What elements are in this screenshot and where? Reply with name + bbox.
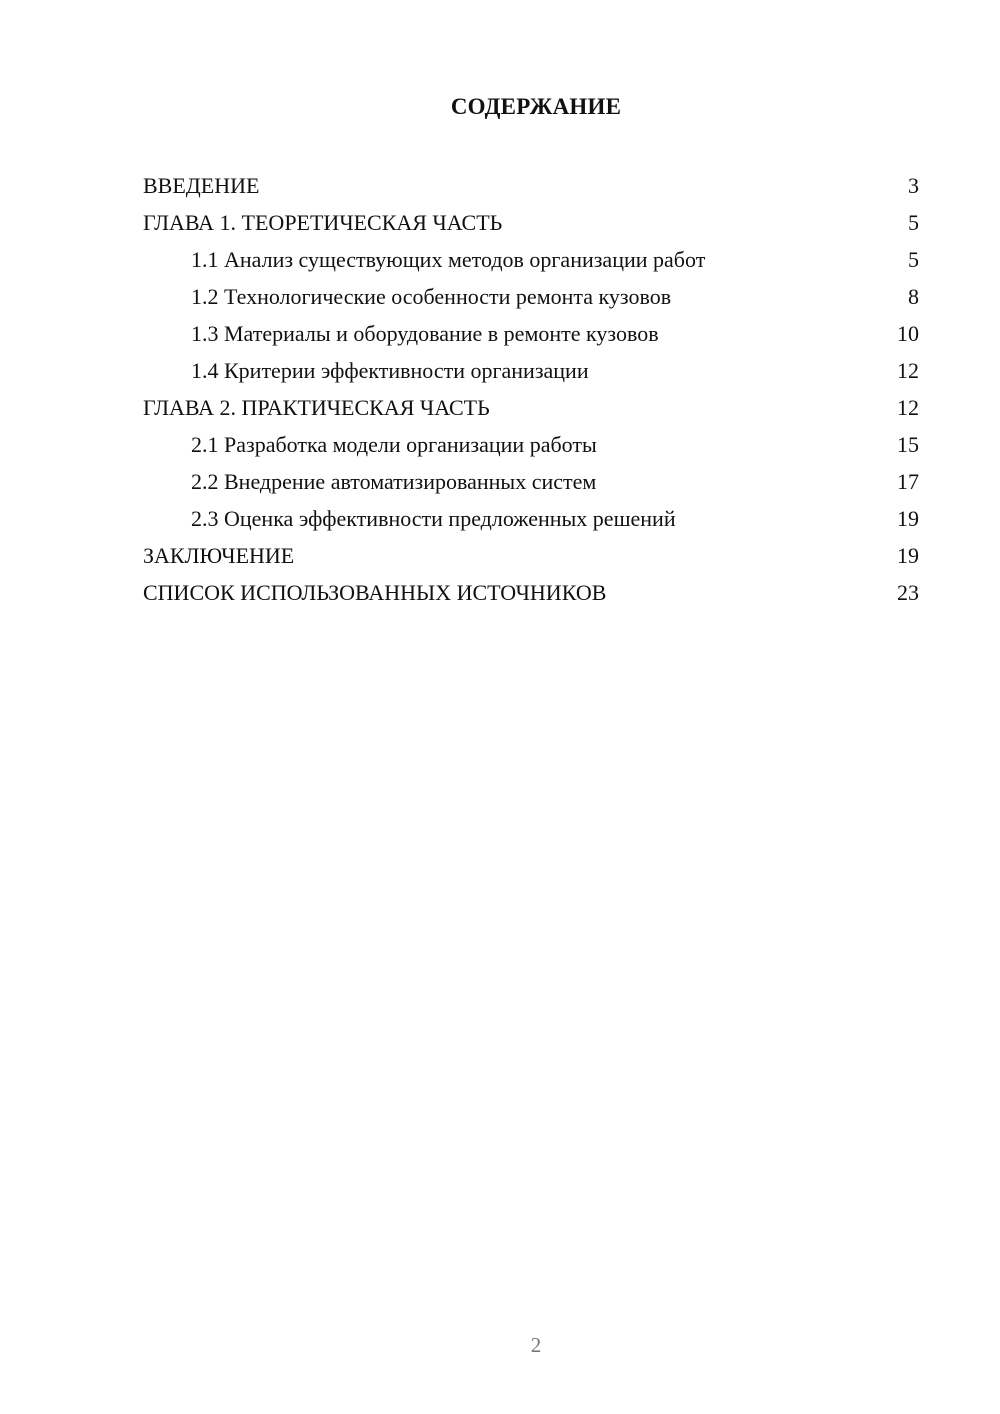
toc-entry-label: 2.1 Разработка модели организации работы — [191, 432, 597, 457]
toc-subentry — [143, 315, 919, 352]
toc-entry-page: 3 — [908, 173, 919, 198]
toc-subentry — [143, 352, 919, 389]
toc-entry-page: 23 — [897, 580, 919, 605]
toc-entry-label: ЗАКЛЮЧЕНИЕ — [143, 543, 295, 568]
toc-entry-label: ГЛАВА 2. ПРАКТИЧЕСКАЯ ЧАСТЬ — [143, 395, 490, 420]
toc-entry-page: 10 — [897, 321, 919, 346]
toc-entry — [143, 389, 919, 426]
toc-subentry — [143, 463, 919, 500]
toc-entry-page: 19 — [897, 543, 919, 568]
toc-subentry — [143, 241, 919, 278]
toc-subentry — [143, 426, 919, 463]
toc-entry-page: 17 — [897, 469, 919, 494]
toc-entry-page: 5 — [908, 247, 919, 272]
toc-entry — [143, 204, 919, 241]
toc-entry — [143, 167, 919, 204]
toc-entry-page: 8 — [908, 284, 919, 309]
toc-entry-page: 19 — [897, 506, 919, 531]
toc-entry-page: 12 — [897, 395, 919, 420]
toc-entry-label: 1.1 Анализ существующих методов организации работ — [191, 247, 706, 272]
toc-entry-page: 5 — [908, 210, 919, 235]
page-number: 2 — [530, 1333, 542, 1357]
toc-entry — [143, 537, 919, 574]
toc-entry-label: 1.2 Технологические особенности ремонта кузовов — [191, 284, 672, 309]
toc-entry-page: 12 — [897, 358, 919, 383]
toc-entry — [143, 574, 919, 611]
toc-entry-label: 2.2 Внедрение автоматизированных систем — [191, 469, 597, 494]
toc-entry-label: 1.3 Материалы и оборудование в ремонте кузовов — [191, 321, 659, 346]
toc-entry-page: 15 — [897, 432, 919, 457]
toc-entry-label: СПИСОК ИСПОЛЬЗОВАННЫХ ИСТОЧНИКОВ — [143, 580, 607, 605]
page-title: СОДЕРЖАНИЕ — [450, 94, 622, 119]
toc-entry-label: ВВЕДЕНИЕ — [143, 173, 260, 198]
table-of-contents — [143, 167, 919, 611]
toc-subentry — [143, 500, 919, 537]
toc-entry-label: 1.4 Критерии эффективности организации — [191, 358, 589, 383]
toc-entry-label: 2.3 Оценка эффективности предложенных решений — [191, 506, 676, 531]
toc-subentry — [143, 278, 919, 315]
toc-entry-label: ГЛАВА 1. ТЕОРЕТИЧЕСКАЯ ЧАСТЬ — [143, 210, 503, 235]
